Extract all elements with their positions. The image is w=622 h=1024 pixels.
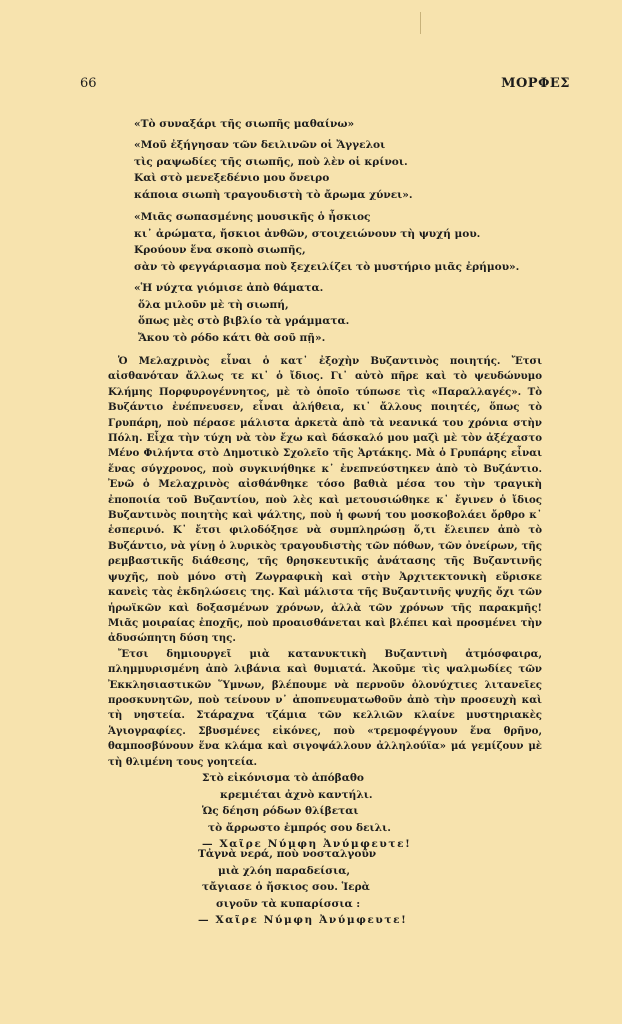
refrain-line: — Χαῖρε Νύμφη Ἀνύμφευτε! — [198, 914, 408, 927]
page-number: 66 — [80, 76, 97, 91]
verse-line: τὸ ἄρρωστο ἐμπρός σου δειλι. — [208, 821, 391, 834]
verse-line: Κρούουν ἕνα σκοπὸ σιωπῆς, — [134, 244, 306, 257]
verse-line: κάποια σιωπὴ τραγουδιστὴ τὸ ἄρωμα χύνει». — [134, 188, 413, 201]
verse-line: «Μοῦ ἐξήγησαν τῶν δειλινῶν οἱ Ἄγγελοι — [134, 139, 386, 151]
quote-block-4 — [134, 280, 349, 346]
page-header — [80, 76, 570, 98]
verse-line: ὅπως μὲς στὸ βιβλίο τὰ γράμματα. — [138, 315, 350, 328]
poem-stanza-2 — [198, 846, 407, 929]
poem-stanza-1 — [202, 770, 411, 853]
verse-line: κι᾿ ἀρώματα, ἤσκιοι ἀνθῶν, στοιχειώνουν τὴ ψυχή μου. — [134, 227, 481, 240]
verse-line: σὰν τὸ φεγγάριασμα ποὺ ξεχειλίζει τὸ μυστήριο μιᾶς ἐρήμου». — [134, 260, 520, 273]
quote-block-1 — [134, 116, 354, 133]
verse-line: Ὡς δέηση ρόδων θλίβεται — [202, 805, 359, 818]
verse-line: Καὶ στὸ μενεξεδένιο μου ὄνειρο — [134, 172, 330, 185]
verse-line: τὶς ραψωδίες τῆς σιωπῆς, ποὺ λὲν οἱ κρίνοι. — [134, 155, 408, 168]
verse-line: Τἀγνὰ νερά, ποὺ νοσταλγοῦν — [198, 848, 377, 860]
paragraph: Ἔτσι δημιουργεῖ μιὰ κατανυκτικὴ Βυζαντινὴ ἀτμόσφαιρα, πλημμυρισμένη ἀπὸ λιβάνια καὶ θυμιατά. Ἀκοῦμε τὶς ψαλμωδίες τῶν Ἐκκλησιαστικῶν Ὕμνων, βλέπουμε νὰ περνοῦν ὁλονύχτιες λιτανεῖες προσκυνητῶν, ποὺ τείνουν ν᾿ ἀποπνευματωθοῦν ἀπὸ τὴν προσευχὴ καὶ τὴ νηστεία. Στάραχνα τζάμια τῶν κελλιῶν κλαίνε μυστηριακὲς Ἁγιογραφίες. Σβυσμένες εἰκόνες, ποὺ «τρεμοφέγγουν ἕνα θρῆνο, θαμποσβύνουν ἕνα κλάμα καὶ σιγοψάλλουν ἀλληλούϊα» μά γεμίζουν μὲ τὴ θλιμένη τους γοητεία. — [108, 647, 542, 768]
verse-line: «Μιᾶς σωπασμένης μουσικῆς ὁ ἦσκιος — [134, 211, 371, 223]
verse-line: ὅλα μιλοῦν μὲ τὴ σιωπή, — [138, 298, 289, 311]
verse-line: Στὸ εἰκόνισμα τὸ ἀπόβαθο — [202, 772, 364, 784]
paragraph: Ὁ Μελαχρινὸς εἶναι ὁ κατ᾿ ἐξοχὴν Βυζαντινὸς ποιητής. Ἔτσι αἰσθανόταν ἄλλως τε κι᾿ ὁ ἴδιος. Γι᾿ αὐτὸ πῆρε καὶ τὸ ψευδώνυμο Κλήμης Πορφυρογέννητος, μὲ τὸ ὁποῖο τύπωσε τὶς «Παραλλαγές». Τὸ Βυζάντιο ἐνέπνευσεν, εἶναι ἀλήθεια, κι᾿ ἄλλους ποιητές, ὅπως τὸ Γρυπάρη, ποὺ πέρασε μάλιστα ἀρκετὰ ἀπὸ τὰ νεανικά του χρόνια στὴν Πόλη. Εἶχα τὴν τύχη νὰ τὸν ἔχω καὶ δάσκαλό μου μαζὶ μὲ τὸν ἀξέχαστο Μένο Φιλήντα στὸ Δημοτικὸ Σχολεῖο τῆς Ἀρτάκης. Μὰ ὁ Γρυπάρης εἶναι ἕνας σύγχρονος, ποὺ συγκινήθηκε κ᾿ ἐνεπνεύστηκεν ἀπὸ τὸ Βυζάντιο. Ἐνῶ ὁ Μελαχρινὸς αἰσθάνθηκε τόσο βαθιὰ μέσα του τὴν τραγικὴ ἐποποιία τοῦ Βυζαντίου, ποὺ λὲς καὶ μετουσιώθηκε κ᾿ ἔγινεν ὁ ἴδιος Βυζαντινὸς ποιητὴς καὶ ψάλτης, ποὺ ἡ φωνή του μοσκοβολάει ὄρθρο κ᾿ ἑσπερινό. Κ᾿ ἔτσι φιλοδόξησε νὰ συμπληρώσῃ ὅ,τι ἔλειπεν ἀπὸ τὸ Βυζάντιο, νὰ γίνῃ ὁ λυρικὸς τραγουδιστὴς τῶν πόθων, τῶν ὀνείρων, τῆς ρεμβαστικῆς διάθεσης, τῆς θρησκευτικῆς ἀνάτασης τῆς Βυζαντινῆς ψυχῆς, ποὺ μόνο στὴ Ζωγραφικὴ καὶ στὴν Ἀρχιτεκτονικὴ εὕρισκε κανεὶς τὰς ἐκδηλώσεις της. Καὶ μάλιστα τῆς Βυζαντινῆς ψυχῆς ὄχι τῶν ἡρωϊκῶν καὶ δοξασμένων χρόνων, ἀλλὰ τῶν χρόνων τῆς παρακμῆς! Μιᾶς μοιραίας ἐποχῆς, ποὺ προαισθάνεται καὶ βλέπει καὶ προσμένει τὴν ἀδυσώπητη δύση της. — [108, 355, 542, 645]
quote-block-2 — [134, 137, 413, 203]
verse-line: σιγοῦν τὰ κυπαρίσσια : — [216, 897, 361, 910]
verse-line: μιὰ χλόη παραδείσια, — [218, 864, 351, 877]
quote-block-3 — [134, 209, 519, 275]
journal-title: ΜΟΡΦΕΣ — [501, 76, 570, 91]
verse-line: «Ἡ νύχτα γιόμισε ἀπὸ θάματα. — [134, 282, 324, 294]
body-prose — [108, 354, 542, 770]
verse-line: κρεμιέται ἀχνὸ καντήλι. — [220, 788, 373, 801]
verse-line: «Τὸ συναξάρι τῆς σιωπῆς μαθαίνω» — [134, 118, 355, 130]
verse-line: Ἄκου τὸ ρόδο κάτι θὰ σοῦ πῇ». — [138, 331, 326, 344]
refrain-line: — Χαῖρε Νύμφη Ἀνύμφευτε! — [202, 838, 412, 851]
page-crease — [420, 12, 421, 34]
verse-line: τἄγιασε ὁ ἤσκιος σου. Ἱερὰ — [202, 881, 370, 894]
